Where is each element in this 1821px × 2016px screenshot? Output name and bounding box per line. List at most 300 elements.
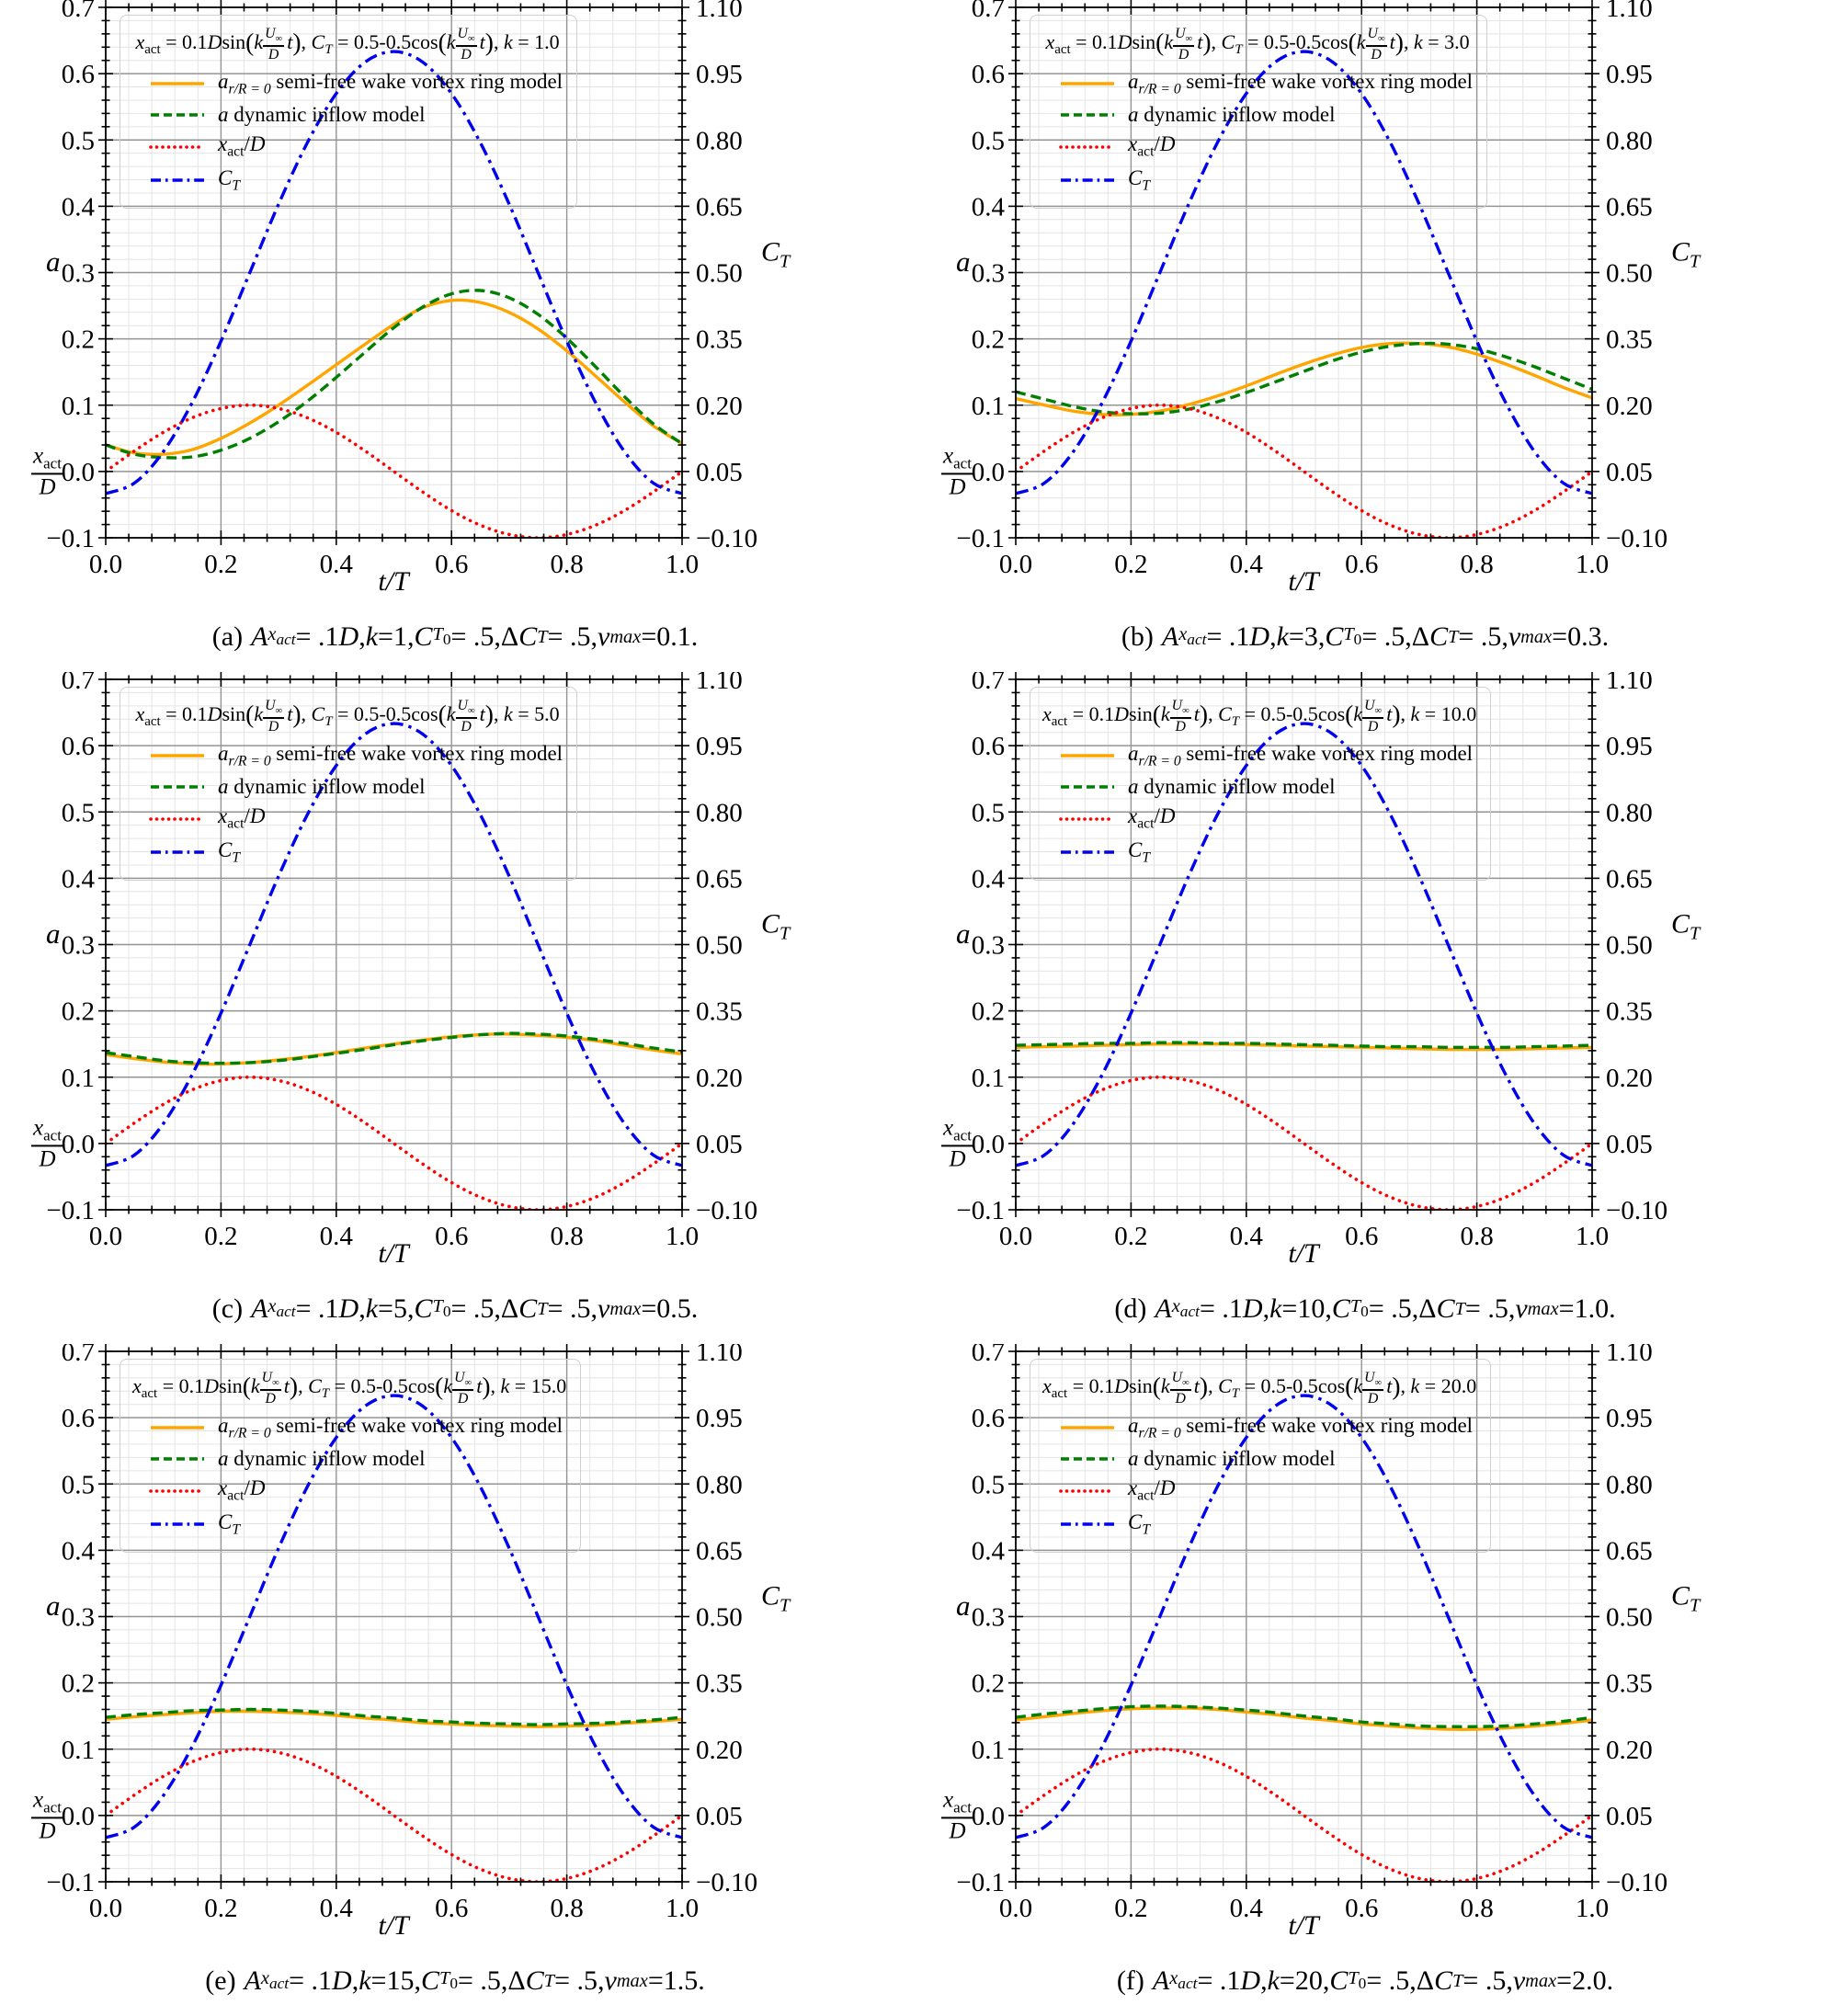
subplot-panel — [910, 1344, 1820, 2016]
legend-line-dynamic — [149, 780, 206, 794]
left-tick-label: 0.0 — [971, 1801, 1005, 1831]
left-tick-label: 0.0 — [61, 1801, 95, 1831]
legend-entry-dynamic-label: a dynamic inflow model — [1128, 103, 1336, 127]
fraction-Uinf-over-D: $\frac{U_\infty}{D}$ — [1364, 698, 1383, 735]
legend-entry-xact-label: $x_{act}/D$ — [218, 132, 266, 160]
right-tick-label: 0.50 — [696, 930, 743, 961]
left-tick-label: 0.1 — [61, 391, 95, 421]
left-tick-label: 0.5 — [61, 126, 95, 156]
legend-line-xact — [149, 140, 206, 154]
legend-entry-vortex — [1059, 1414, 1476, 1442]
x-tick-label: 0.8 — [550, 550, 584, 579]
legend-line-xact — [1059, 1484, 1116, 1498]
left-tick-label: 0.3 — [971, 258, 1005, 289]
plot-area — [910, 0, 1820, 602]
right-tick-label: 0.80 — [696, 798, 743, 828]
y-axis-label-a — [46, 917, 61, 951]
right-tick-label: 0.80 — [696, 126, 743, 156]
y-axis-label-ct: $C_T$ — [761, 908, 791, 944]
x-axis-label: t/T — [378, 1238, 409, 1269]
caption-k-value: 10 — [1297, 1293, 1326, 1324]
legend-line-ct — [1059, 845, 1116, 860]
left-tick-label: 0.7 — [61, 0, 95, 23]
x-tick-label: 0.2 — [1114, 1894, 1148, 1923]
caption-letter: (a) — [211, 621, 244, 652]
right-tick-label: 0.80 — [1606, 126, 1653, 156]
legend-title: $x_{act} = 0.1Dsin(k$ $\frac{U_\infty}{D}$ t), $C_T = 0.5-0.5\cos(k$ $\frac{U_\infty}{D}$ t), k = 1.0 — [135, 26, 560, 63]
fraction-Uinf-over-D: $\frac{U_\infty}{D}$ — [1171, 1370, 1189, 1407]
subplot-panel — [910, 672, 1820, 1344]
left-tick-label: 0.7 — [971, 672, 1005, 695]
legend-entry-ct-label: $C_T$ — [218, 837, 241, 866]
left-tick-label: 0.2 — [61, 997, 95, 1027]
left-tick-label: 0.0 — [971, 457, 1005, 487]
left-tick-label: 0.4 — [971, 1536, 1005, 1566]
legend-box — [120, 15, 577, 209]
right-tick-label: 0.65 — [696, 1536, 743, 1566]
legend-title: $x_{act} = 0.1Dsin(k$ $\frac{U_\infty}{D}$ t), $C_T = 0.5-0.5\cos(k$ $\frac{U_\infty}{D}$ t), k = 5.0 — [135, 698, 560, 735]
x-tick-label: 0.4 — [319, 1894, 353, 1923]
plot-area — [910, 672, 1820, 1274]
subplot-panel — [910, 0, 1820, 672]
x-tick-label: 1.0 — [1575, 550, 1610, 579]
left-tick-label: 0.1 — [971, 1735, 1005, 1765]
right-tick-label: 0.50 — [1606, 930, 1653, 961]
legend-k-value: 10.0 — [1440, 701, 1477, 725]
x-tick-label: 0.4 — [319, 550, 353, 579]
left-tick-label: 0.2 — [971, 1669, 1005, 1699]
right-tick-label: 0.35 — [696, 325, 743, 355]
legend-entry-vortex-label: $a_{r/R = 0}$ semi-free wake vortex ring model — [218, 69, 563, 97]
fraction-Uinf-over-D: $\frac{U_\infty}{D}$ — [1367, 26, 1385, 63]
y-axis-label-xact-over-D: $\frac{x_{act}}{D}$ — [33, 1787, 62, 1844]
legend-entry-ct — [1059, 1510, 1476, 1539]
fraction-Uinf-over-D: $\frac{U_\infty}{D}$ — [265, 698, 283, 735]
caption-letter: (b) — [1121, 621, 1154, 652]
y-axis-label-a — [956, 245, 971, 279]
right-tick-label: 0.50 — [1606, 258, 1653, 289]
legend-line-ct — [149, 173, 206, 188]
legend-entry-vortex-label: $a_{r/R = 0}$ semi-free wake vortex ring model — [1128, 1413, 1474, 1441]
x-tick-label: 0.0 — [88, 1894, 123, 1923]
legend-entry-dynamic-label: a dynamic inflow model — [1128, 775, 1336, 799]
x-tick-label: 0.8 — [550, 1894, 584, 1923]
x-tick-label: 1.0 — [665, 1222, 700, 1251]
legend-line-vortex — [149, 76, 206, 91]
x-axis-label: t/T — [1288, 566, 1319, 597]
legend-box — [120, 1359, 581, 1553]
x-tick-label: 0.4 — [319, 1222, 353, 1251]
left-tick-label: 0.2 — [971, 325, 1005, 355]
legend-k-value: 5.0 — [534, 701, 560, 725]
right-tick-label: 0.65 — [696, 192, 743, 222]
y-axis-label-ct: $C_T$ — [761, 236, 791, 272]
right-tick-label: 0.95 — [1606, 732, 1653, 762]
y-axis-label-a-text: a — [956, 1589, 971, 1622]
left-tick-label: −0.1 — [46, 524, 95, 553]
right-tick-label: 0.05 — [696, 1129, 743, 1159]
caption-k-value: 15 — [386, 1965, 415, 1996]
y-axis-label-a-text: a — [46, 917, 61, 950]
fraction-Uinf-over-D: $\frac{U_\infty}{D}$ — [457, 698, 475, 735]
left-tick-label: 0.3 — [971, 1602, 1005, 1633]
legend-entry-vortex — [149, 70, 563, 98]
left-tick-label: 0.6 — [971, 1404, 1005, 1434]
right-tick-label: 0.95 — [696, 60, 743, 90]
legend-entry-xact-label: $x_{act}/D$ — [1128, 132, 1176, 160]
x-tick-label: 0.8 — [1460, 1894, 1494, 1923]
legend-entry-ct — [1059, 166, 1473, 195]
caption-letter: (e) — [205, 1965, 236, 1996]
caption-k-value: 3 — [1303, 621, 1318, 652]
legend-entry-xact — [149, 132, 563, 161]
legend-entry-ct — [1059, 838, 1476, 867]
y-axis-label-a-text: a — [46, 1589, 61, 1622]
legend-line-dynamic — [149, 108, 206, 122]
caption-vmax-value: 1.0 — [1574, 1293, 1610, 1324]
left-tick-label: 0.4 — [971, 864, 1005, 894]
y-axis-label-a — [46, 1589, 61, 1623]
left-tick-label: −0.1 — [46, 1868, 95, 1897]
right-tick-label: 0.35 — [1606, 997, 1653, 1027]
right-tick-label: 1.10 — [696, 1344, 743, 1367]
legend-entry-dynamic — [149, 1447, 566, 1471]
left-tick-label: 0.1 — [971, 391, 1005, 421]
right-tick-label: 0.20 — [696, 391, 743, 421]
left-tick-label: 0.5 — [971, 1470, 1005, 1500]
fraction-Uinf-over-D: $\frac{U_\infty}{D}$ — [454, 1370, 472, 1407]
legend-title: $x_{act} = 0.1Dsin(k$ $\frac{U_\infty}{D}$ t), $C_T = 0.5-0.5\cos(k$ $\frac{U_\infty}{D}$ t), k = 20.0 — [1042, 1370, 1477, 1407]
left-tick-label: 0.5 — [61, 1470, 95, 1500]
panel-caption: (d) A $x_{act}$ = .1 D , k = 10 , C $T_0$ = .5 , Δ C T = .5 , v max = 1.0 . — [1114, 1293, 1616, 1324]
legend-entry-ct-label: $C_T$ — [218, 165, 241, 194]
legend-title: $x_{act} = 0.1Dsin(k$ $\frac{U_\infty}{D}$ t), $C_T = 0.5-0.5\cos(k$ $\frac{U_\infty}{D}$ t), k = 15.0 — [132, 1370, 567, 1407]
x-tick-label: 0.4 — [1229, 1894, 1263, 1923]
legend-box — [1030, 687, 1491, 881]
left-tick-label: 0.6 — [61, 1404, 95, 1434]
plot-area — [0, 1344, 910, 1946]
panel-caption: (a) A $x_{act}$ = .1 D , k = 1 , C $T_0$ = .5 , Δ C T = .5 , v max = 0.1 . — [211, 621, 699, 652]
fraction-Uinf-over-D: $\frac{U_\infty}{D}$ — [1175, 26, 1193, 63]
left-tick-label: 0.7 — [971, 1344, 1005, 1367]
right-tick-label: −0.10 — [696, 524, 758, 553]
legend-line-dynamic — [1059, 108, 1116, 122]
panel-caption: (c) A $x_{act}$ = .1 D , k = 5 , C $T_0$ = .5 , Δ C T = .5 , v max = 0.5 . — [211, 1293, 699, 1324]
caption-vmax-value: 0.5 — [656, 1293, 691, 1324]
right-tick-label: 1.10 — [696, 0, 743, 23]
left-tick-label: 0.7 — [61, 672, 95, 695]
caption-vmax-value: 2.0 — [1572, 1965, 1607, 1996]
left-tick-label: 0.5 — [971, 798, 1005, 828]
legend-entry-xact-label: $x_{act}/D$ — [218, 804, 266, 832]
x-tick-label: 0.2 — [1114, 550, 1148, 579]
caption-vmax-value: 1.5 — [663, 1965, 699, 1996]
left-tick-label: 0.6 — [971, 732, 1005, 762]
legend-entry-vortex-label: $a_{r/R = 0}$ semi-free wake vortex ring model — [1128, 741, 1474, 769]
right-tick-label: 0.80 — [1606, 798, 1653, 828]
legend-title: $x_{act} = 0.1Dsin(k$ $\frac{U_\infty}{D}$ t), $C_T = 0.5-0.5\cos(k$ $\frac{U_\infty}{D}$ t), k = 10.0 — [1042, 698, 1477, 735]
legend-line-xact — [1059, 140, 1116, 154]
left-tick-label: −0.1 — [956, 1868, 1005, 1897]
caption-k-value: 5 — [393, 1293, 407, 1324]
legend-entry-dynamic — [1059, 775, 1476, 799]
legend-line-ct — [1059, 173, 1116, 188]
right-tick-label: 0.80 — [696, 1470, 743, 1500]
legend-entry-ct — [149, 838, 563, 867]
x-tick-label: 0.6 — [1345, 1222, 1379, 1251]
right-tick-label: −0.10 — [1606, 1868, 1668, 1897]
legend-k-value: 3.0 — [1444, 29, 1470, 53]
right-tick-label: −0.10 — [696, 1868, 758, 1897]
y-axis-label-xact-over-D: $\frac{x_{act}}{D}$ — [943, 443, 972, 500]
right-tick-label: 0.50 — [1606, 1602, 1653, 1633]
legend-box — [120, 687, 577, 881]
legend-entry-ct — [149, 166, 563, 195]
x-axis-label: t/T — [1288, 1238, 1319, 1269]
right-tick-label: 0.35 — [1606, 325, 1653, 355]
legend-entry-dynamic-label: a dynamic inflow model — [1128, 1447, 1336, 1471]
x-tick-label: 0.8 — [550, 1222, 584, 1251]
left-tick-label: 0.1 — [971, 1063, 1005, 1093]
legend-line-ct — [149, 845, 206, 860]
legend-entry-vortex-label: $a_{r/R = 0}$ semi-free wake vortex ring model — [1128, 69, 1474, 97]
right-tick-label: 0.65 — [1606, 1536, 1653, 1566]
subplot-panel — [0, 0, 910, 672]
x-tick-label: 1.0 — [1575, 1894, 1610, 1923]
right-tick-label: 0.20 — [1606, 1735, 1653, 1765]
panel-caption: (e) A $x_{act}$ = .1 D , k = 15 , C $T_0$ = .5 , Δ C T = .5 , v max = 1.5 . — [205, 1965, 705, 1996]
legend-entry-dynamic-label: a dynamic inflow model — [218, 103, 426, 127]
legend-k-value: 1.0 — [534, 29, 560, 53]
right-tick-label: 0.50 — [696, 258, 743, 289]
left-tick-label: −0.1 — [46, 1196, 95, 1225]
legend-line-dynamic — [149, 1452, 206, 1466]
right-tick-label: 0.80 — [1606, 1470, 1653, 1500]
left-tick-label: 0.4 — [971, 192, 1005, 222]
left-tick-label: 0.0 — [61, 457, 95, 487]
x-tick-label: 1.0 — [665, 550, 700, 579]
left-tick-label: 0.5 — [971, 126, 1005, 156]
plot-area — [0, 0, 910, 602]
right-tick-label: 0.05 — [696, 457, 743, 487]
y-axis-label-xact-over-D: $\frac{x_{act}}{D}$ — [33, 443, 62, 500]
x-tick-label: 0.0 — [998, 550, 1033, 579]
legend-entry-dynamic — [149, 775, 563, 799]
legend-k-value: 15.0 — [530, 1373, 567, 1397]
plot-area — [910, 1344, 1820, 1946]
legend-entry-ct-label: $C_T$ — [1128, 165, 1151, 194]
x-tick-label: 0.2 — [204, 1894, 238, 1923]
right-tick-label: 1.10 — [1606, 672, 1653, 695]
legend-entry-ct-label: $C_T$ — [1128, 837, 1151, 866]
right-tick-label: 0.65 — [696, 864, 743, 894]
panel-caption: (f) A $x_{act}$ = .1 D , k = 20 , C $T_0$ = .5 , Δ C T = .5 , v max = 2.0 . — [1116, 1965, 1614, 1996]
y-axis-label-ct: $C_T$ — [761, 1580, 791, 1616]
left-tick-label: 0.7 — [971, 0, 1005, 23]
legend-entry-vortex — [1059, 742, 1476, 770]
subplot-panel — [0, 1344, 910, 2016]
legend-line-ct — [1059, 1517, 1116, 1532]
left-tick-label: 0.2 — [971, 997, 1005, 1027]
x-axis-label: t/T — [378, 1910, 409, 1941]
caption-vmax-value: 0.1 — [656, 621, 691, 652]
right-tick-label: 0.65 — [1606, 192, 1653, 222]
right-tick-label: 0.95 — [1606, 60, 1653, 90]
y-axis-label-ct: $C_T$ — [1671, 908, 1701, 944]
left-tick-label: 0.6 — [971, 60, 1005, 90]
x-tick-label: 0.6 — [1345, 1894, 1379, 1923]
legend-line-vortex — [1059, 748, 1116, 763]
right-tick-label: −0.10 — [696, 1196, 758, 1225]
right-tick-label: 0.05 — [1606, 1129, 1653, 1159]
left-tick-label: 0.5 — [61, 798, 95, 828]
right-tick-label: −0.10 — [1606, 524, 1668, 553]
y-axis-label-xact-over-D: $\frac{x_{act}}{D}$ — [943, 1787, 972, 1844]
legend-line-xact — [149, 812, 206, 826]
x-tick-label: 0.4 — [1229, 550, 1263, 579]
x-tick-label: 0.6 — [1345, 550, 1379, 579]
legend-line-vortex — [1059, 1420, 1116, 1435]
legend-entry-vortex — [149, 1414, 566, 1442]
left-tick-label: 0.6 — [61, 60, 95, 90]
caption-letter: (f) — [1116, 1965, 1144, 1996]
left-tick-label: 0.6 — [61, 732, 95, 762]
legend-line-vortex — [149, 1420, 206, 1435]
y-axis-label-ct: $C_T$ — [1671, 1580, 1701, 1616]
left-tick-label: 0.1 — [61, 1735, 95, 1765]
left-tick-label: 0.3 — [61, 930, 95, 961]
legend-line-dynamic — [1059, 1452, 1116, 1466]
subplot-panel — [0, 672, 910, 1344]
right-tick-label: 0.35 — [1606, 1669, 1653, 1699]
x-tick-label: 0.0 — [998, 1222, 1033, 1251]
legend-entry-dynamic-label: a dynamic inflow model — [218, 1447, 426, 1471]
x-tick-label: 0.6 — [435, 550, 469, 579]
y-axis-label-xact-over-D: $\frac{x_{act}}{D}$ — [33, 1115, 62, 1172]
y-axis-label-a-text: a — [46, 245, 61, 278]
legend-entry-xact — [149, 804, 563, 833]
caption-vmax-value: 0.3 — [1567, 621, 1602, 652]
right-tick-label: 0.05 — [1606, 457, 1653, 487]
fraction-Uinf-over-D: $\frac{U_\infty}{D}$ — [457, 26, 475, 63]
y-axis-label-ct: $C_T$ — [1671, 236, 1701, 272]
y-axis-label-a-text: a — [956, 917, 971, 950]
right-tick-label: 0.50 — [696, 1602, 743, 1633]
left-tick-label: 0.2 — [61, 1669, 95, 1699]
legend-entry-dynamic — [149, 103, 563, 127]
y-axis-label-a — [46, 245, 61, 279]
legend-entry-xact — [1059, 804, 1476, 833]
right-tick-label: 0.65 — [1606, 864, 1653, 894]
left-tick-label: 0.2 — [61, 325, 95, 355]
right-tick-label: 0.20 — [1606, 391, 1653, 421]
right-tick-label: 0.05 — [696, 1801, 743, 1831]
caption-letter: (d) — [1114, 1293, 1147, 1324]
legend-entry-xact — [149, 1476, 566, 1505]
right-tick-label: 0.20 — [1606, 1063, 1653, 1093]
legend-line-vortex — [1059, 76, 1116, 91]
left-tick-label: −0.1 — [956, 1196, 1005, 1225]
legend-line-xact — [149, 1484, 206, 1498]
legend-line-ct — [149, 1517, 206, 1532]
y-axis-label-a — [956, 917, 971, 951]
caption-letter: (c) — [211, 1293, 244, 1324]
x-tick-label: 0.2 — [204, 550, 238, 579]
left-tick-label: 0.3 — [971, 930, 1005, 961]
x-axis-label: t/T — [1288, 1910, 1319, 1941]
legend-entry-xact-label: $x_{act}/D$ — [1128, 804, 1176, 832]
x-tick-label: 0.2 — [204, 1222, 238, 1251]
legend-entry-vortex — [149, 742, 563, 770]
right-tick-label: 1.10 — [1606, 1344, 1653, 1367]
legend-entry-dynamic — [1059, 103, 1473, 127]
x-tick-label: 0.0 — [998, 1894, 1033, 1923]
left-tick-label: 0.0 — [971, 1129, 1005, 1159]
caption-k-value: 1 — [393, 621, 407, 652]
right-tick-label: 0.35 — [696, 997, 743, 1027]
legend-entry-ct-label: $C_T$ — [218, 1509, 241, 1538]
fraction-Uinf-over-D: $\frac{U_\infty}{D}$ — [1171, 698, 1189, 735]
y-axis-label-a-text: a — [956, 245, 971, 278]
x-tick-label: 0.2 — [1114, 1222, 1148, 1251]
right-tick-label: 0.20 — [696, 1735, 743, 1765]
x-tick-label: 1.0 — [665, 1894, 700, 1923]
left-tick-label: 0.1 — [61, 1063, 95, 1093]
legend-entry-xact-label: $x_{act}/D$ — [218, 1476, 266, 1504]
left-tick-label: 0.4 — [61, 864, 95, 894]
legend-entry-vortex-label: $a_{r/R = 0}$ semi-free wake vortex ring model — [218, 1413, 563, 1441]
right-tick-label: 0.05 — [1606, 1801, 1653, 1831]
right-tick-label: 0.95 — [696, 1404, 743, 1434]
fraction-Uinf-over-D: $\frac{U_\infty}{D}$ — [261, 1370, 279, 1407]
right-tick-label: 0.95 — [696, 732, 743, 762]
caption-k-value: 20 — [1294, 1965, 1323, 1996]
legend-title: $x_{act} = 0.1Dsin(k$ $\frac{U_\infty}{D}$ t), $C_T = 0.5-0.5\cos(k$ $\frac{U_\infty}{D}$ t), k = 3.0 — [1045, 26, 1470, 63]
left-tick-label: 0.4 — [61, 192, 95, 222]
legend-entry-dynamic — [1059, 1447, 1476, 1471]
fraction-Uinf-over-D: $\frac{U_\infty}{D}$ — [265, 26, 283, 63]
x-tick-label: 1.0 — [1575, 1222, 1610, 1251]
left-tick-label: 0.3 — [61, 1602, 95, 1633]
y-axis-label-xact-over-D: $\frac{x_{act}}{D}$ — [943, 1115, 972, 1172]
fraction-Uinf-over-D: $\frac{U_\infty}{D}$ — [1364, 1370, 1383, 1407]
legend-box — [1030, 1359, 1491, 1553]
plot-area — [0, 672, 910, 1274]
left-tick-label: 0.3 — [61, 258, 95, 289]
left-tick-label: 0.0 — [61, 1129, 95, 1159]
left-tick-label: 0.7 — [61, 1344, 95, 1367]
left-tick-label: 0.4 — [61, 1536, 95, 1566]
x-tick-label: 0.6 — [435, 1894, 469, 1923]
legend-entry-ct-label: $C_T$ — [1128, 1509, 1151, 1538]
x-tick-label: 0.8 — [1460, 1222, 1494, 1251]
right-tick-label: 0.95 — [1606, 1404, 1653, 1434]
legend-entry-dynamic-label: a dynamic inflow model — [218, 775, 426, 799]
legend-entry-vortex-label: $a_{r/R = 0}$ semi-free wake vortex ring model — [218, 741, 563, 769]
y-axis-label-a — [956, 1589, 971, 1623]
x-axis-label: t/T — [378, 566, 409, 597]
legend-box — [1030, 15, 1487, 209]
right-tick-label: 0.35 — [696, 1669, 743, 1699]
legend-entry-vortex — [1059, 70, 1473, 98]
right-tick-label: −0.10 — [1606, 1196, 1668, 1225]
right-tick-label: 0.20 — [696, 1063, 743, 1093]
legend-entry-xact — [1059, 1476, 1476, 1505]
x-tick-label: 0.0 — [88, 550, 123, 579]
legend-line-dynamic — [1059, 780, 1116, 794]
legend-entry-ct — [149, 1510, 566, 1539]
x-tick-label: 0.6 — [435, 1222, 469, 1251]
